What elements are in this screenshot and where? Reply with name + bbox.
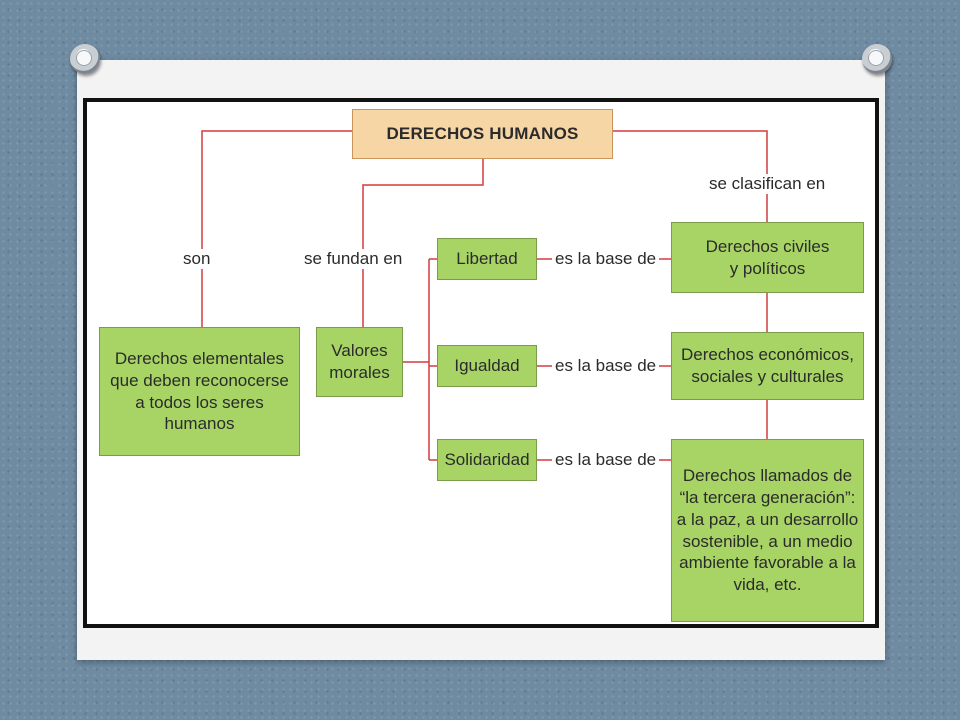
node-valores-morales: Valores morales — [316, 327, 403, 397]
node-solidaridad: Solidaridad — [437, 439, 537, 481]
node-derechos-tercera-generacion: Derechos llamados de “la tercera generación”: a la paz, a un desarrollo sostenible, a un medio ambiente favorable a la vida, etc. — [671, 439, 864, 622]
edge-label-se-clasifican-en: se clasifican en — [706, 174, 828, 194]
node-derechos-economicos: Derechos económicos, sociales y culturales — [671, 332, 864, 400]
node-libertad: Libertad — [437, 238, 537, 280]
node-definicion: Derechos elementales que deben reconocerse a todos los seres humanos — [99, 327, 300, 456]
title-node: DERECHOS HUMANOS — [352, 109, 613, 159]
edge-label-se-fundan-en: se fundan en — [301, 249, 405, 269]
edge-label-son: son — [180, 249, 213, 269]
edge-label-es-la-base-de: es la base de — [552, 356, 659, 376]
connector-son — [202, 131, 352, 327]
node-derechos-civiles: Derechos civiles y políticos — [671, 222, 864, 293]
edge-label-es-la-base-de: es la base de — [552, 450, 659, 470]
node-igualdad: Igualdad — [437, 345, 537, 387]
edge-label-es-la-base-de: es la base de — [552, 249, 659, 269]
